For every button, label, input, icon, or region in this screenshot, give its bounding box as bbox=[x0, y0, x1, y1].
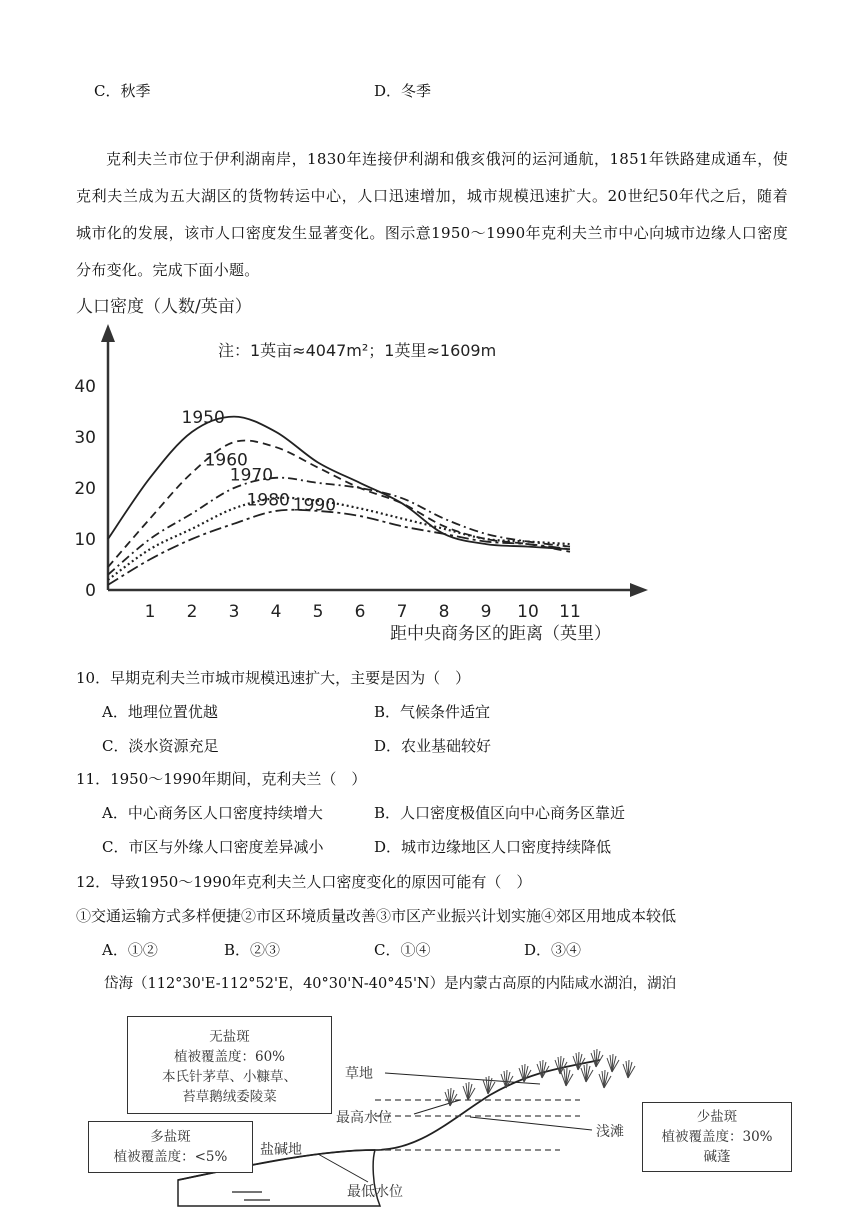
x-tick-label: 8 bbox=[438, 602, 450, 622]
prev-option-d: D．冬季 bbox=[374, 82, 432, 100]
y-tick-label: 0 bbox=[85, 581, 96, 601]
y-tick-label: 40 bbox=[74, 377, 96, 397]
x-tick-label: 7 bbox=[396, 602, 408, 622]
x-tick-label: 2 bbox=[186, 602, 198, 622]
little-salt-coverage: 植被覆盖度：30% bbox=[661, 1129, 773, 1145]
prev-option-c: C．秋季 bbox=[94, 82, 151, 100]
y-tick-label: 30 bbox=[74, 428, 96, 448]
q11-option-b: B．人口密度极值区向中心商务区靠近 bbox=[374, 804, 626, 822]
shoal-leader bbox=[470, 1117, 592, 1130]
y-tick-label: 10 bbox=[74, 530, 96, 550]
series-line-1970 bbox=[108, 478, 570, 575]
q12-conditions: ①交通运输方式多样便捷②市区环境质量改善③市区产业振兴计划实施④郊区用地成本较低 bbox=[76, 907, 677, 925]
much-salt-box bbox=[88, 1121, 253, 1173]
q12-option-b: B．②③ bbox=[224, 941, 281, 959]
much-salt-title: 多盐斑 bbox=[150, 1129, 191, 1145]
label-lowest-level: 最低水位 bbox=[347, 1184, 403, 1200]
grassland-leader bbox=[385, 1073, 540, 1084]
much-salt-coverage: 植被覆盖度：<5% bbox=[113, 1149, 228, 1165]
no-salt-species-1: 本氏针茅草、小糠草、 bbox=[162, 1069, 297, 1085]
little-salt-title: 少盐斑 bbox=[696, 1109, 738, 1125]
series-line-1980 bbox=[108, 495, 570, 580]
passage: 克利夫兰市位于伊利湖南岸，1830年连接伊利湖和俄亥俄河的运河通航，1851年铁路建成通车，使克利夫兰成为五大湖区的货物转运中心，人口迅速增加，城市规模迅速扩大。20世纪50年代之后，随着城市化的发展，该市人口密度发生显著变化。图示意1950～1990年克利夫兰市中心向城市边缘人口密度分布变化。完成下面小题。 bbox=[76, 150, 788, 279]
x-tick-label: 6 bbox=[354, 602, 366, 622]
highest-level-leader bbox=[414, 1100, 460, 1114]
no-salt-title: 无盐斑 bbox=[209, 1029, 250, 1045]
q11-stem: 11．1950～1990年期间，克利夫兰（ ） bbox=[76, 770, 367, 788]
label-highest-level: 最高水位 bbox=[336, 1110, 392, 1126]
no-salt-species-2: 苔草鹅绒委陵菜 bbox=[182, 1089, 277, 1105]
q11-option-a: A．中心商务区人口密度持续增大 bbox=[102, 804, 323, 822]
series-line-1960 bbox=[108, 441, 570, 568]
x-tick-label: 5 bbox=[312, 602, 324, 622]
little-salt-box bbox=[642, 1102, 792, 1172]
q10-stem: 10．早期克利夫兰市城市规模迅速扩大，主要是因为（ ） bbox=[76, 669, 471, 687]
q10-option-a: A．地理位置优越 bbox=[102, 703, 218, 721]
x-tick-label: 11 bbox=[559, 602, 581, 622]
population-density-chart bbox=[0, 282, 860, 644]
series-label-1950: 1950 bbox=[181, 407, 225, 428]
q12-option-a: A．①② bbox=[102, 941, 158, 959]
series-label-1970: 1970 bbox=[229, 465, 274, 486]
chart-ylabel: 人口密度（人数/英亩） bbox=[76, 297, 252, 317]
no-salt-box bbox=[127, 1016, 332, 1114]
no-salt-coverage: 植被覆盖度：60% bbox=[173, 1049, 285, 1065]
q11-option-c: C．市区与外缘人口密度差异减小 bbox=[102, 838, 324, 856]
q11-option-d: D．城市边缘地区人口密度持续降低 bbox=[374, 838, 612, 856]
label-shoal: 浅滩 bbox=[596, 1124, 624, 1140]
chart-xlabel: 距中央商务区的距离（英里） bbox=[390, 624, 611, 644]
chart-note: 注：1英亩≈4047m²；1英里≈1609m bbox=[218, 341, 497, 360]
q10-option-d: D．农业基础较好 bbox=[374, 737, 492, 755]
q12-option-c: C．①④ bbox=[374, 941, 431, 959]
q10-option-c: C．淡水资源充足 bbox=[102, 737, 219, 755]
q12-option-d: D．③④ bbox=[524, 941, 582, 959]
x-tick-label: 10 bbox=[517, 602, 539, 622]
vegetation-icons bbox=[445, 1049, 635, 1106]
y-tick-label: 20 bbox=[74, 479, 96, 499]
y-axis-arrow bbox=[101, 324, 115, 342]
series-label-1980: 1980 bbox=[246, 490, 290, 511]
series-label-1990: 1990 bbox=[292, 495, 337, 516]
little-salt-species: 碱蓬 bbox=[703, 1149, 731, 1165]
passage2: 岱海（112°30'E-112°52'E，40°30'N-40°45'N）是内蒙古高原的内陆咸水湖泊，湖泊 bbox=[104, 976, 677, 992]
x-axis-arrow bbox=[630, 583, 648, 597]
q10-option-b: B．气候条件适宜 bbox=[374, 703, 491, 721]
x-tick-label: 3 bbox=[228, 602, 240, 622]
saline-land-leader bbox=[318, 1154, 368, 1182]
series-line-1990 bbox=[108, 510, 570, 585]
label-saline-land: 盐碱地 bbox=[260, 1142, 302, 1158]
x-tick-label: 4 bbox=[270, 602, 282, 622]
q12-stem: 12．导致1950～1990年克利夫兰人口密度变化的原因可能有（ ） bbox=[76, 873, 532, 891]
series-label-1960: 1960 bbox=[204, 450, 248, 471]
x-tick-label: 9 bbox=[480, 602, 492, 622]
series-line-1950 bbox=[108, 417, 570, 550]
x-tick-label: 1 bbox=[144, 602, 156, 622]
label-grassland: 草地 bbox=[345, 1066, 373, 1082]
